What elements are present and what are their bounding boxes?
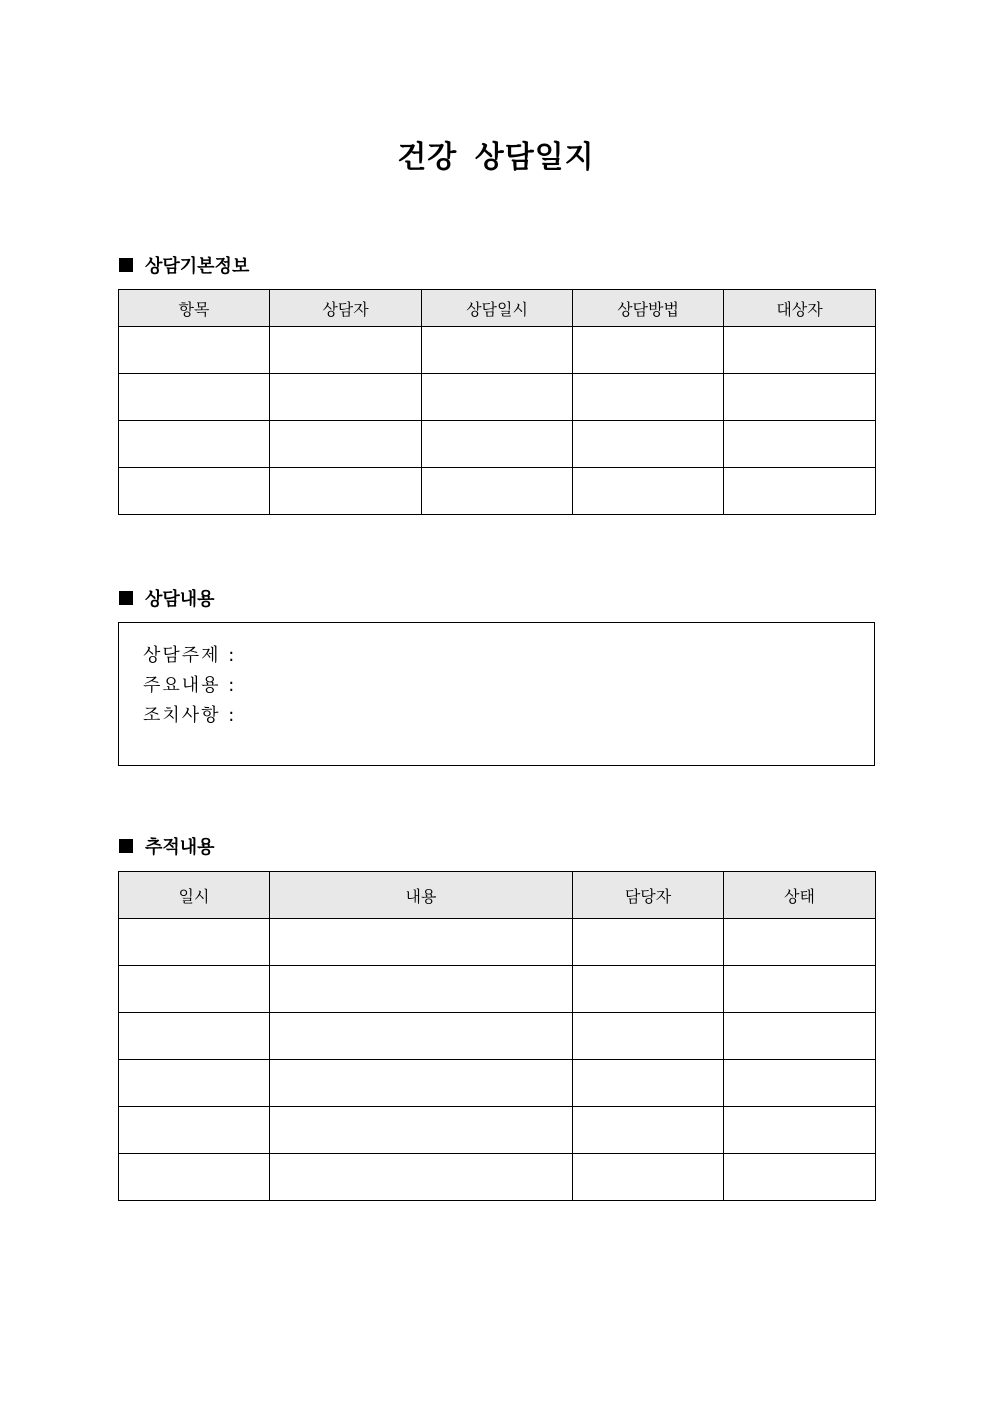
- table-cell[interactable]: [573, 1013, 724, 1060]
- section-title: 추적내용: [145, 837, 215, 858]
- table-cell[interactable]: [724, 374, 876, 421]
- column-header: 항목: [119, 290, 270, 327]
- table-cell[interactable]: [119, 468, 270, 515]
- column-header: 상담자: [270, 290, 422, 327]
- table-cell[interactable]: [724, 327, 876, 374]
- column-header: 상담방법: [573, 290, 724, 327]
- table-row: [119, 1013, 876, 1060]
- table-row: [119, 919, 876, 966]
- section-heading-tracking: [119, 834, 215, 858]
- table-cell[interactable]: [270, 1060, 573, 1107]
- column-header: 상담일시: [422, 290, 573, 327]
- table-cell[interactable]: [270, 421, 422, 468]
- section-title: 상담기본정보: [145, 256, 250, 277]
- table-row: [119, 327, 876, 374]
- square-bullet-icon: [119, 258, 133, 272]
- table-cell[interactable]: [119, 421, 270, 468]
- table-cell[interactable]: [573, 1154, 724, 1201]
- table-cell[interactable]: [119, 919, 270, 966]
- table-cell[interactable]: [724, 1107, 876, 1154]
- table-cell[interactable]: [119, 374, 270, 421]
- field-topic-label: 상담주제 :: [143, 645, 237, 666]
- square-bullet-icon: [119, 591, 133, 605]
- tracking-table: [118, 871, 876, 1201]
- table-cell[interactable]: [724, 966, 876, 1013]
- section-heading-basic-info: [119, 253, 249, 277]
- table-header-row: [119, 872, 876, 919]
- table-cell[interactable]: [422, 468, 573, 515]
- table-cell[interactable]: [119, 1154, 270, 1201]
- column-header: 담당자: [573, 872, 724, 919]
- table-cell[interactable]: [724, 421, 876, 468]
- column-header: 대상자: [724, 290, 876, 327]
- table-cell[interactable]: [573, 966, 724, 1013]
- section-title: 상담내용: [145, 589, 215, 610]
- table-cell[interactable]: [573, 421, 724, 468]
- table-cell[interactable]: [724, 919, 876, 966]
- column-header: 일시: [119, 872, 270, 919]
- table-cell[interactable]: [724, 1060, 876, 1107]
- table-header-row: [119, 290, 876, 327]
- table-row: [119, 421, 876, 468]
- table-cell[interactable]: [270, 1013, 573, 1060]
- table-cell[interactable]: [119, 1013, 270, 1060]
- section-heading-consultation: [119, 586, 215, 610]
- table-cell[interactable]: [119, 1107, 270, 1154]
- table-cell[interactable]: [573, 374, 724, 421]
- table-cell[interactable]: [270, 1107, 573, 1154]
- table-row: [119, 1154, 876, 1201]
- table-cell[interactable]: [573, 468, 724, 515]
- table-cell[interactable]: [270, 327, 422, 374]
- table-cell[interactable]: [573, 327, 724, 374]
- table-cell[interactable]: [422, 374, 573, 421]
- table-row: [119, 1060, 876, 1107]
- table-cell[interactable]: [724, 1013, 876, 1060]
- table-cell[interactable]: [573, 1060, 724, 1107]
- table-cell[interactable]: [573, 1107, 724, 1154]
- square-bullet-icon: [119, 839, 133, 853]
- table-cell[interactable]: [119, 1060, 270, 1107]
- consultation-content-box[interactable]: [118, 622, 875, 766]
- basic-info-table: [118, 289, 876, 515]
- table-cell[interactable]: [422, 421, 573, 468]
- table-cell[interactable]: [270, 966, 573, 1013]
- table-cell[interactable]: [422, 327, 573, 374]
- field-action-label: 조치사항 :: [143, 705, 237, 726]
- table-row: [119, 966, 876, 1013]
- table-row: [119, 1107, 876, 1154]
- table-cell[interactable]: [119, 327, 270, 374]
- table-cell[interactable]: [573, 919, 724, 966]
- column-header: 상태: [724, 872, 876, 919]
- table-cell[interactable]: [119, 966, 270, 1013]
- column-header: 내용: [270, 872, 573, 919]
- table-cell[interactable]: [270, 374, 422, 421]
- table-cell[interactable]: [724, 468, 876, 515]
- table-row: [119, 374, 876, 421]
- table-cell[interactable]: [270, 468, 422, 515]
- table-cell[interactable]: [270, 1154, 573, 1201]
- page-title: 건강 상담일지: [397, 140, 595, 175]
- field-main-content-label: 주요내용 :: [143, 675, 237, 696]
- table-cell[interactable]: [270, 919, 573, 966]
- table-cell[interactable]: [724, 1154, 876, 1201]
- table-row: [119, 468, 876, 515]
